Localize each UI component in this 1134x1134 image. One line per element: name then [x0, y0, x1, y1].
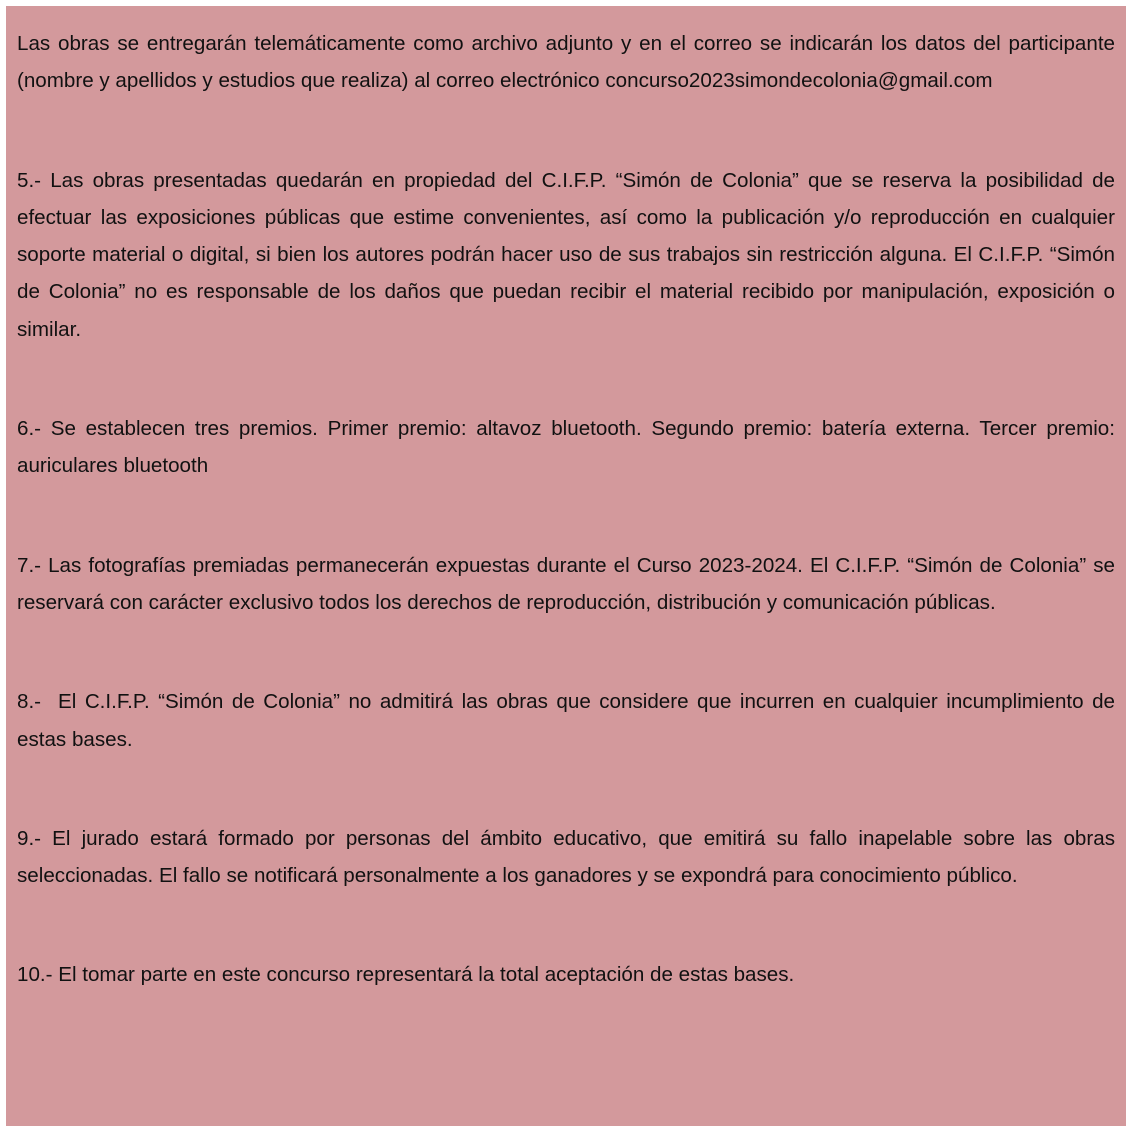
paragraph-gap: [17, 100, 1115, 162]
paragraph-gap: [17, 621, 1115, 683]
paragraph-gap: [17, 348, 1115, 410]
paragraph-rule-7: 7.- Las fotografías premiadas permanecerán expuestas durante el Curso 2023-2024. El C.I.F.P. “Simón de Colonia” se reservará con carácter exclusivo todos los derechos de reproducción, distribución y comunicación públicas.: [17, 553, 1115, 614]
paragraph-rule-5: 5.- Las obras presentadas quedarán en propiedad del C.I.F.P. “Simón de Colonia” que se reserva la posibilidad de efectuar las exposiciones públicas que estime convenientes, así como la publicación y/o reproducción en cualquier soporte material o digital, si bien los autores podrán hacer uso de sus trabajos sin restricción alguna. El C.I.F.P. “Simón de Colonia” no es responsable de los daños que puedan recibir el material recibido por manipulación, exposición o similar.: [17, 168, 1115, 341]
paragraph-rule-8: 8.- El C.I.F.P. “Simón de Colonia” no admitirá las obras que considere que incurren en cualquier incumplimiento de estas bases.: [17, 690, 1121, 751]
paragraph-rule-6: 6.- Se establecen tres premios. Primer premio: altavoz bluetooth. Segundo premio: batería externa. Tercer premio: auriculares bluetooth: [17, 417, 1115, 478]
document-panel: [6, 6, 1126, 1126]
paragraph-rule-9: 9.- El jurado estará formado por personas del ámbito educativo, que emitirá su fallo inapelable sobre las obras seleccionadas. El fallo se notificará personalmente a los ganadores y se expondrá para conocimiento público.: [17, 826, 1115, 888]
paragraph-gap: [17, 894, 1115, 956]
paragraph-rule-10: 10.- El tomar parte en este concurso representará la total aceptación de estas bases.: [17, 963, 795, 987]
paragraph-gap: [17, 485, 1115, 547]
paragraph-submission: Las obras se entregarán telemáticamente como archivo adjunto y en el correo se indicarán los datos del participante (nombre y apellidos y estudios que realiza) al correo electrónico concurso2023simondecolonia@gmail.com: [17, 32, 1115, 93]
paragraph-gap: [17, 758, 1115, 820]
